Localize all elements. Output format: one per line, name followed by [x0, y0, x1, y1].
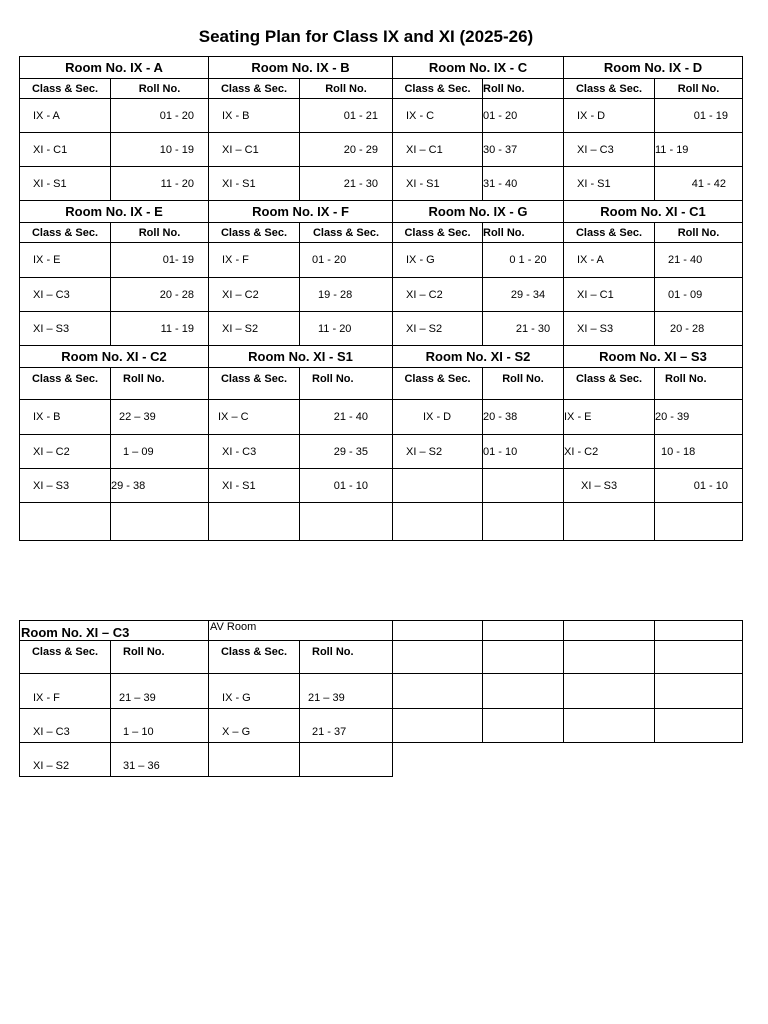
column-header: Roll No.: [300, 368, 393, 400]
room-title: Room No. IX - E: [20, 201, 209, 223]
class-section-cell: IX - E: [20, 243, 111, 278]
room-title: Room No. IX - B: [209, 57, 393, 79]
room-header-row: [20, 621, 743, 641]
class-section-cell: IX - B: [209, 99, 300, 133]
seating-table-lower: [19, 620, 743, 777]
column-header: Roll No.: [300, 641, 393, 674]
class-section-cell: IX - B: [20, 400, 111, 435]
roll-number-cell: 01 - 10: [483, 435, 564, 469]
roll-number-cell: 0 1 - 20: [483, 243, 564, 278]
column-header: Roll No.: [655, 223, 743, 243]
table-row: [20, 709, 743, 743]
roll-number-cell: 21 - 30: [483, 312, 564, 346]
column-header: Class & Sec.: [393, 79, 483, 99]
room-title: Room No. IX - F: [209, 201, 393, 223]
class-section-cell: XI – S3: [564, 469, 655, 503]
roll-number-cell: 01 - 20: [483, 99, 564, 133]
roll-number-cell: 01 - 21: [300, 99, 393, 133]
class-section-cell: XI - S1: [209, 167, 300, 201]
class-section-cell: XI – C3: [20, 709, 111, 743]
roll-number-cell: 01 - 20: [300, 243, 393, 278]
table-row: [20, 99, 743, 133]
column-header-row: [20, 641, 743, 674]
class-section-cell: XI – C2: [393, 278, 483, 312]
roll-number-cell: 20 - 39: [655, 400, 743, 435]
class-section-cell: IX - F: [20, 674, 111, 709]
roll-number-cell: 20 - 38: [483, 400, 564, 435]
column-header-row: [20, 79, 743, 99]
roll-number-cell: 29 - 38: [111, 469, 209, 503]
roll-number-cell: 21 - 40: [655, 243, 743, 278]
column-header: Roll No.: [483, 368, 564, 400]
room-title: Room No. IX - C: [393, 57, 564, 79]
roll-number-cell: 30 - 37: [483, 133, 564, 167]
class-section-cell: IX - G: [393, 243, 483, 278]
column-header: Class & Sec.: [20, 641, 111, 674]
column-header: Class & Sec.: [300, 223, 393, 243]
roll-number-cell: 31 – 36: [111, 743, 209, 777]
column-header: Class & Sec.: [20, 368, 111, 400]
class-section-cell: [393, 469, 483, 503]
column-header: Class & Sec.: [20, 223, 111, 243]
roll-number-cell: 21 - 37: [300, 709, 393, 743]
column-header: Roll No.: [483, 223, 564, 243]
room-title: AV Room: [209, 621, 393, 641]
class-section-cell: XI – S2: [20, 743, 111, 777]
table-row: [20, 167, 743, 201]
roll-number-cell: 21 – 39: [111, 674, 209, 709]
roll-number-cell: 19 - 28: [300, 278, 393, 312]
class-section-cell: XI – S2: [393, 435, 483, 469]
class-section-cell: XI – C2: [20, 435, 111, 469]
class-section-cell: XI - S1: [564, 167, 655, 201]
class-section-cell: XI - S1: [20, 167, 111, 201]
table-row: [20, 278, 743, 312]
roll-number-cell: 22 – 39: [111, 400, 209, 435]
class-section-cell: IX - D: [564, 99, 655, 133]
roll-number-cell: 41 - 42: [655, 167, 743, 201]
roll-number-cell: 29 - 35: [300, 435, 393, 469]
class-section-cell: XI – C1: [564, 278, 655, 312]
roll-number-cell: 10 - 18: [655, 435, 743, 469]
room-title: Room No. IX - A: [20, 57, 209, 79]
column-header: Class & Sec.: [209, 79, 300, 99]
roll-number-cell: [483, 469, 564, 503]
roll-number-cell: 01 - 10: [300, 469, 393, 503]
column-header: Roll No.: [655, 368, 743, 400]
roll-number-cell: 21 - 30: [300, 167, 393, 201]
roll-number-cell: 1 – 09: [111, 435, 209, 469]
page-title: Seating Plan for Class IX and XI (2025-26): [198, 27, 534, 46]
room-header-row: [20, 57, 743, 79]
class-section-cell: XI – C3: [564, 133, 655, 167]
seating-table-main: [19, 56, 743, 541]
roll-number-cell: 01 - 10: [655, 469, 743, 503]
column-header-row: [20, 368, 743, 400]
roll-number-cell: 11 - 19: [655, 133, 743, 167]
column-header-row: [20, 223, 743, 243]
roll-number-cell: 11 - 20: [111, 167, 209, 201]
roll-number-cell: 11 - 20: [300, 312, 393, 346]
roll-number-cell: 20 - 28: [111, 278, 209, 312]
column-header: Class & Sec.: [20, 79, 111, 99]
column-header: Class & Sec.: [564, 79, 655, 99]
column-header: Class & Sec.: [209, 223, 300, 243]
room-header-row: [20, 346, 743, 368]
class-section-cell: XI – S3: [564, 312, 655, 346]
class-section-cell: XI - C2: [564, 435, 655, 469]
class-section-cell: XI – S2: [393, 312, 483, 346]
roll-number-cell: 20 - 28: [655, 312, 743, 346]
roll-number-cell: 01 - 20: [111, 99, 209, 133]
column-header: Class & Sec.: [209, 641, 300, 674]
class-section-cell: XI - C1: [20, 133, 111, 167]
column-header: Roll No.: [655, 79, 743, 99]
table-row: [20, 133, 743, 167]
class-section-cell: XI – C3: [20, 278, 111, 312]
table-row: [20, 674, 743, 709]
roll-number-cell: 10 - 19: [111, 133, 209, 167]
class-section-cell: IX - A: [564, 243, 655, 278]
room-title: Room No. XI - C1: [564, 201, 743, 223]
roll-number-cell: 11 - 19: [111, 312, 209, 346]
column-header: Class & Sec.: [564, 368, 655, 400]
table-row: [20, 435, 743, 469]
roll-number-cell: 31 - 40: [483, 167, 564, 201]
column-header: Roll No.: [111, 79, 209, 99]
class-section-cell: XI – S3: [20, 312, 111, 346]
room-title: Room No. XI – S3: [564, 346, 743, 368]
room-header-row: [20, 201, 743, 223]
roll-number-cell: 29 - 34: [483, 278, 564, 312]
class-section-cell: IX - C: [393, 99, 483, 133]
class-section-cell: IX – C: [209, 400, 300, 435]
table-row: [20, 400, 743, 435]
column-header: Roll No.: [300, 79, 393, 99]
class-section-cell: IX - E: [564, 400, 655, 435]
class-section-cell: IX - A: [20, 99, 111, 133]
class-section-cell: XI – S2: [209, 312, 300, 346]
roll-number-cell: 01- 19: [111, 243, 209, 278]
class-section-cell: XI - S1: [393, 167, 483, 201]
column-header: Class & Sec.: [564, 223, 655, 243]
table-row: [20, 243, 743, 278]
class-section-cell: XI – S3: [20, 469, 111, 503]
class-section-cell: IX - G: [209, 674, 300, 709]
column-header: Roll No.: [111, 641, 209, 674]
table-row: [20, 743, 743, 777]
table-row: [20, 469, 743, 503]
roll-number-cell: 21 - 40: [300, 400, 393, 435]
class-section-cell: XI - C3: [209, 435, 300, 469]
roll-number-cell: 1 – 10: [111, 709, 209, 743]
roll-number-cell: 20 - 29: [300, 133, 393, 167]
class-section-cell: XI – C1: [209, 133, 300, 167]
room-title: Room No. IX - G: [393, 201, 564, 223]
room-title: Room No. IX - D: [564, 57, 743, 79]
roll-number-cell: 01 - 19: [655, 99, 743, 133]
column-header: Class & Sec.: [209, 368, 300, 400]
roll-number-cell: 01 - 09: [655, 278, 743, 312]
room-title: Room No. XI - S2: [393, 346, 564, 368]
empty-row: [20, 503, 743, 541]
room-title: Room No. XI - S1: [209, 346, 393, 368]
class-section-cell: IX - F: [209, 243, 300, 278]
class-section-cell: XI – C1: [393, 133, 483, 167]
class-section-cell: XI - S1: [209, 469, 300, 503]
column-header: Class & Sec.: [393, 223, 483, 243]
class-section-cell: X – G: [209, 709, 300, 743]
class-section-cell: IX - D: [393, 400, 483, 435]
column-header: Roll No.: [483, 79, 564, 99]
column-header: Class & Sec.: [393, 368, 483, 400]
room-title: Room No. XI - C2: [20, 346, 209, 368]
column-header: Roll No.: [111, 223, 209, 243]
room-title: Room No. XI – C3: [20, 621, 209, 641]
class-section-cell: XI – C2: [209, 278, 300, 312]
roll-number-cell: 21 – 39: [300, 674, 393, 709]
table-row: [20, 312, 743, 346]
column-header: Roll No.: [111, 368, 209, 400]
